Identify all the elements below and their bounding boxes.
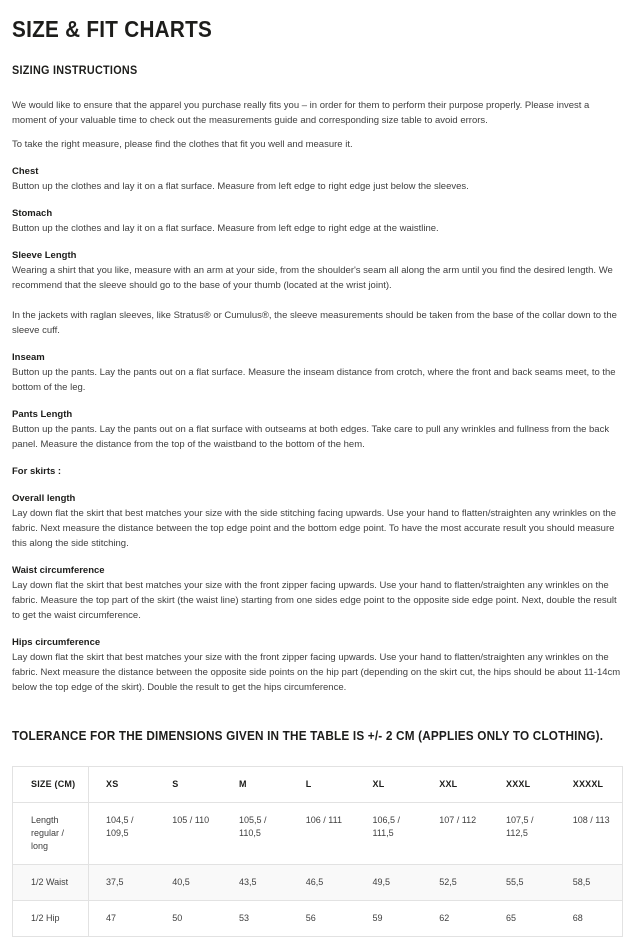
value-cell: 49,5 [372, 877, 391, 887]
section-overall-length [12, 491, 623, 551]
section-heading: Overall length [12, 493, 76, 504]
table-row-half-waist [13, 865, 623, 901]
value-cell: 46,5 [305, 877, 324, 887]
header-row [13, 767, 623, 803]
section-paragraph: Button up the pants. Lay the pants out on a flat surface with outseams at both edges. Take care to pull any wrinkles and fullness from the back panel. Measure the distance from the top of the waistband to the bottom of the hem. [12, 424, 610, 450]
value-cell: 52,5 [439, 877, 457, 887]
section-heading: Inseam [12, 352, 45, 363]
sizing-instructions-heading: SIZING INSTRUCTIONS [12, 65, 138, 77]
value-cell: 108 / 113 [572, 815, 610, 825]
row-label-cell: 1/2 Hip [13, 901, 89, 937]
section-hips-circumference [12, 635, 623, 695]
value-cell: 105 / 110 [172, 815, 210, 825]
section-heading: Stomach [12, 208, 53, 219]
value-cell: 55,5 [506, 877, 524, 887]
section-paragraph: Button up the clothes and lay it on a flat surface. Measure from left edge to right edge just below the sleeves. [12, 181, 469, 192]
section-paragraph: Wearing a shirt that you like, measure with an arm at your side, from the shoulder's seam all along the arm until you find the desired length. We recommend that the sleeve should go to the base of your thumb (located at the wrist joint). [12, 265, 613, 291]
tolerance-heading: TOLERANCE FOR THE DIMENSIONS GIVEN IN THE TABLE IS +/- 2 CM (APPLIES ONLY TO CLOTHING). [12, 729, 604, 743]
size-chart-header [13, 767, 623, 803]
intro-paragraph: To take the right measure, please find the clothes that fit you well and measure it. [12, 139, 353, 150]
value-cell: 53 [239, 913, 250, 923]
section-pants-length [12, 407, 623, 452]
section-heading: Chest [12, 166, 39, 177]
intro-paragraph: We would like to ensure that the apparel you purchase really fits you – in order for them to perform their purpose properly. Please invest a moment of your valuable time to check out the measurements guide and corresponding size table to avoid errors. [12, 100, 590, 126]
section-heading: Sleeve Length [12, 250, 77, 261]
section-paragraph: Button up the clothes and lay it on a flat surface. Measure from left edge to right edge at the waistline. [12, 223, 439, 234]
row-label-cell: 1/2 Waist [13, 865, 89, 901]
section-sleeve-length [12, 248, 623, 338]
value-cell: 106,5 / 111,5 [372, 815, 401, 838]
row-label-cell: Length regular / long [13, 803, 89, 865]
header-cell-xs: XS [106, 779, 119, 789]
value-cell: 50 [172, 913, 183, 923]
header-cell-l: L [305, 779, 312, 789]
section-waist-circumference [12, 563, 623, 623]
header-cell-xxxl: XXXL [506, 779, 531, 789]
section-paragraph: Button up the pants. Lay the pants out on a flat surface. Measure the inseam distance from crotch, where the front and back seams meet, to the bottom of the leg. [12, 367, 616, 393]
value-cell: 68 [572, 913, 583, 923]
value-cell: 106 / 111 [305, 815, 342, 825]
section-heading: Hips circumference [12, 637, 101, 648]
value-cell: 56 [305, 913, 316, 923]
section-chest [12, 164, 623, 194]
page-title: SIZE & FIT CHARTS [12, 16, 213, 42]
table-row-length [13, 803, 623, 865]
header-cell-size-cm: SIZE (CM) [13, 767, 89, 803]
section-heading: For skirts : [12, 466, 62, 477]
value-cell: 37,5 [106, 877, 124, 887]
section-inseam [12, 350, 623, 395]
header-cell-m: M [239, 779, 247, 789]
value-cell: 107 / 112 [439, 815, 477, 825]
header-cell-s: S [172, 779, 179, 789]
value-cell: 40,5 [172, 877, 190, 887]
value-cell: 65 [506, 913, 517, 923]
header-cell-xl: XL [372, 779, 385, 789]
value-cell: 47 [106, 913, 117, 923]
section-paragraph: Lay down flat the skirt that best matches your size with the front zipper facing upwards. Use your hand to flatten/straighten any wrinkles on the fabric. Next measure the distance between the opposite side points on the hip part (depending on the skirt cut, the hips should be about 11-14cm below the top edge of the skirt). Double the result to get the hips circumference. [12, 652, 621, 693]
section-heading: Waist circumference [12, 565, 105, 576]
value-cell: 62 [439, 913, 450, 923]
value-cell: 43,5 [239, 877, 257, 887]
section-paragraph: Lay down flat the skirt that best matches your size with the side stitching facing upwards. Use your hand to flatten/straighten any wrinkles on the fabric. Next measure the distance between the top edge point and the bottom edge point. To have the most accurate result you should measure this along the side stitching. [12, 508, 617, 549]
section-heading: Pants Length [12, 409, 73, 420]
header-cell-xxxxl: XXXXL [572, 779, 604, 789]
section-stomach [12, 206, 623, 236]
value-cell: 104,5 / 109,5 [106, 815, 134, 838]
header-cell-xxl: XXL [439, 779, 458, 789]
value-cell: 59 [372, 913, 383, 923]
value-cell: 105,5 / 110,5 [239, 815, 267, 838]
table-row-half-hip [13, 901, 623, 937]
section-paragraph: Lay down flat the skirt that best matches your size with the front zipper facing upwards. Use your hand to flatten/straighten any wrinkles on the fabric. Measure the top part of the skirt (the waist line) starting from one sides edge point to the opposite side edge point. Next, double the result to get the waist circumference. [12, 580, 617, 621]
size-chart-table [12, 766, 623, 937]
section-paragraph: In the jackets with raglan sleeves, like Stratus® or Cumulus®, the sleeve measurements should be taken from the base of the collar down to the sleeve cuff. [12, 310, 617, 336]
section-for-skirts [12, 464, 623, 479]
value-cell: 58,5 [572, 877, 591, 887]
value-cell: 107,5 / 112,5 [506, 815, 534, 838]
